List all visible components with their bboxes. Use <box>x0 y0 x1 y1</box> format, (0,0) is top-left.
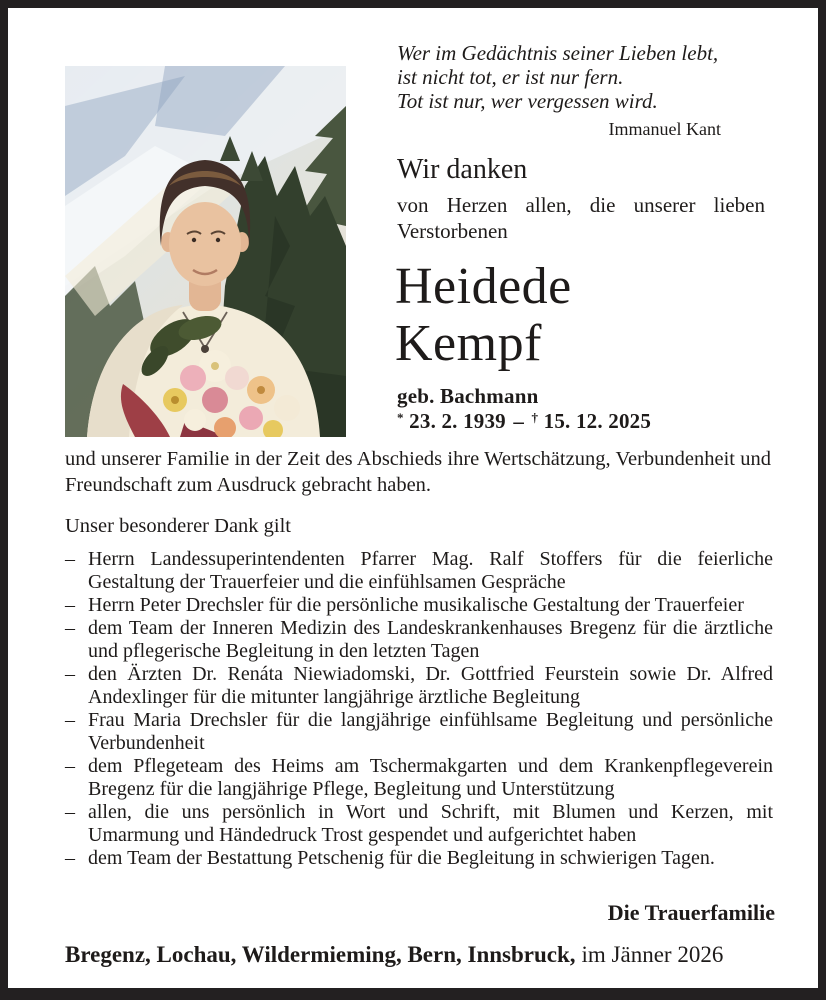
birth-symbol: * <box>397 409 404 425</box>
memorial-quote <box>397 41 721 113</box>
deceased-name <box>395 258 775 372</box>
places-text: Bregenz, Lochau, Wildermieming, Bern, Innsbruck, <box>65 942 576 967</box>
birth-date: 23. 2. 1939 <box>409 409 506 433</box>
list-item <box>65 709 773 755</box>
deceased-first-name: Heidede <box>395 258 572 315</box>
list-item <box>65 617 773 663</box>
list-dash: – <box>65 709 75 731</box>
deceased-last-name: Kempf <box>395 315 542 372</box>
list-dash: – <box>65 755 75 777</box>
list-item <box>65 594 773 617</box>
list-item-text: allen, die uns persönlich in Wort und Schrift, mit Blumen und Kerzen, mit Umarmung und Händedruck Trost gespendet und aufgerichtet haben <box>88 801 773 846</box>
list-item <box>65 755 773 801</box>
list-item-text: dem Pflegeteam des Heims am Tschermakgarten und dem Krankenpflegeverein Bregenz für die langjährige Pflege, Begleitung und Unterstützung <box>88 755 773 800</box>
maiden-name: geb. Bachmann <box>397 384 539 408</box>
list-dash: – <box>65 548 75 570</box>
list-item-text: Frau Maria Drechsler für die langjährige einfühlsame Begleitung und persönliche Verbundenheit <box>88 709 773 754</box>
list-item <box>65 847 773 870</box>
list-item <box>65 801 773 847</box>
list-item-text: Herrn Landessuperintendenten Pfarrer Mag. Ralf Stoffers für die feierliche Gestaltung der Trauerfeier und die einfühlsamen Gespräche <box>88 548 773 593</box>
list-dash: – <box>65 801 75 823</box>
list-item <box>65 548 773 594</box>
list-item-text: dem Team der Inneren Medizin des Landeskrankenhauses Bregenz für die ärztliche und pflegerische Begleitung in den letzten Tagen <box>88 617 773 662</box>
life-dates <box>397 409 777 434</box>
quote-line: Wer im Gedächtnis seiner Lieben lebt, <box>397 41 719 65</box>
body-paragraph: und unserer Familie in der Zeit des Abschieds ihre Wertschätzung, Verbundenheit und Freundschaft zum Ausdruck gebracht haben. <box>65 448 771 496</box>
death-date: 15. 12. 2025 <box>543 409 652 433</box>
list-item-text: dem Team der Bestattung Petschenig für die Begleitung in schwierigen Tagen. <box>88 847 715 869</box>
list-dash: – <box>65 847 75 869</box>
notice-card <box>8 8 818 988</box>
portrait-photo <box>65 66 346 437</box>
special-thanks-heading: Unser besonderer Dank gilt <box>65 515 292 537</box>
list-item-text: Herrn Peter Drechsler für die persönliche musikalische Gestaltung der Trauerfeier <box>88 594 744 616</box>
quote-line: ist nicht tot, er ist nur fern. <box>397 65 624 89</box>
list-item-text: den Ärzten Dr. Renáta Niewiadomski, Dr. Gottfried Feurstein sowie Dr. Alfred Andexlinger für die mitunter langjährige ärztliche Begleitung <box>88 663 773 708</box>
list-item <box>65 663 773 709</box>
list-dash: – <box>65 663 75 685</box>
death-symbol: † <box>531 409 539 425</box>
closing-signature: Die Trauerfamilie <box>607 900 775 925</box>
date-separator: – <box>513 409 525 433</box>
thanks-list <box>65 548 773 870</box>
quote-line: Tot ist nur, wer vergessen wird. <box>397 89 658 113</box>
quote-attribution: Immanuel Kant <box>608 119 721 139</box>
date-text: im Jänner 2026 <box>581 942 724 967</box>
list-dash: – <box>65 594 75 616</box>
list-dash: – <box>65 617 75 639</box>
portrait-photo-illustration <box>65 66 346 437</box>
lead-paragraph: von Herzen allen, die unserer lieben Verstorbenen <box>397 193 765 243</box>
thanks-headline: Wir danken <box>397 154 528 185</box>
places-date-line <box>65 942 775 968</box>
